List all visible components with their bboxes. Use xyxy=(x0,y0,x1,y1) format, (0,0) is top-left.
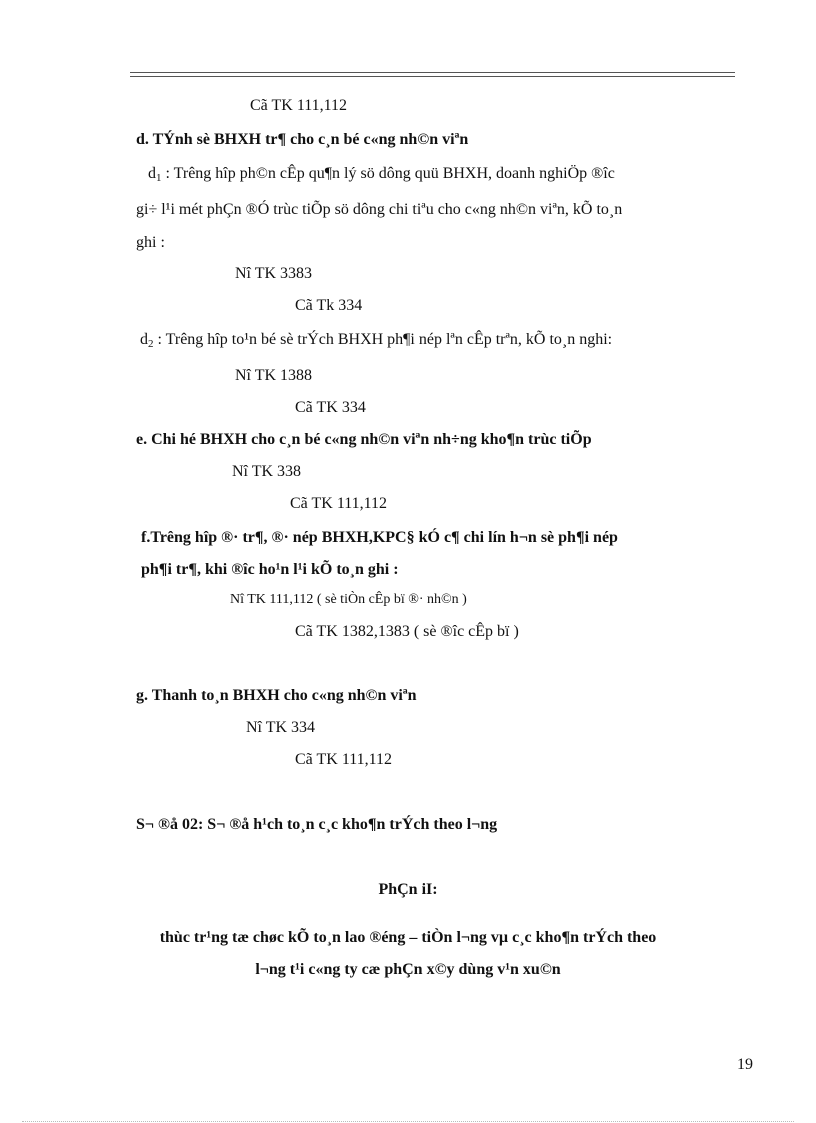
part-subtitle-line1: thùc tr¹ng tæ chøc kÕ to¸n lao ®éng – tiÒn l¬ng vµ c¸c kho¶n trÝch theo xyxy=(159,929,657,946)
page-number: 19 xyxy=(737,1056,753,1073)
d2-label: d xyxy=(140,331,148,348)
heading-e: e. Chi hé BHXH cho c¸n bé c«ng nh©n viªn nh÷ng kho¶n trùc tiÕp xyxy=(136,431,592,448)
paragraph-d1-line1 xyxy=(148,164,615,188)
heading-g: g. Thanh to¸n BHXH cho c«ng nh©n viªn xyxy=(136,687,417,704)
entry-debit-334: Nî TK 334 xyxy=(246,719,316,736)
entry-credit-1382-1383: Cã TK 1382,1383 ( sè ®îc cÊp bï ) xyxy=(295,623,519,640)
entry-debit-111-112: Nî TK 111,112 ( sè tiÒn cÊp bï ®· nh©n ) xyxy=(230,592,467,607)
heading-f-line2: ph¶i tr¶, khi ®îc ho¹n l¹i kÕ to¸n ghi : xyxy=(141,561,399,578)
entry-credit-1: Cã TK 111,112 xyxy=(250,97,348,114)
d1-subscript: 1 xyxy=(156,172,162,184)
entry-credit-111-112-b: Cã TK 111,112 xyxy=(295,751,393,768)
d2-text: : Trêng hîp to¹n bé sè trÝch BHXH ph¶i nép lªn cÊp trªn, kÕ to¸n nghi: xyxy=(153,331,613,348)
part-subtitle-line2: l¬ng t¹i c«ng ty cæ phÇn x©y dùng v¹n xu©n xyxy=(255,961,561,978)
entry-debit-3383: Nî TK 3383 xyxy=(235,265,313,282)
heading-d: d. TÝnh sè BHXH tr¶ cho c¸n bé c«ng nh©n viªn xyxy=(136,131,469,148)
d1-text: : Trêng hîp ph©n cÊp qu¶n lý sö dông quü BHXH, doanh nghiÖp ®îc xyxy=(161,165,615,182)
header-rule-top xyxy=(130,72,735,73)
paragraph-d1-line2: gi÷ l¹i mét phÇn ®Ó trùc tiÕp sö dông chi tiªu cho c«ng nh©n viªn, kÕ to¸n xyxy=(136,201,623,218)
d2-subscript: 2 xyxy=(148,338,154,350)
part-title: PhÇn iI: xyxy=(378,881,438,898)
d1-label: d xyxy=(148,165,156,182)
header-rule-bottom xyxy=(130,76,735,77)
paragraph-d1-line3: ghi : xyxy=(136,234,165,251)
paragraph-d2 xyxy=(140,330,612,354)
entry-debit-1388: Nî TK 1388 xyxy=(235,367,313,384)
heading-f-line1: f.Trêng hîp ®· tr¶, ®· nép BHXH,KPC§ kÓ c¶ chi lín h¬n sè ph¶i nép xyxy=(141,529,618,546)
entry-credit-111-112-a: Cã TK 111,112 xyxy=(290,495,388,512)
footer-dotted-rule xyxy=(22,1121,794,1122)
diagram-caption: S¬ ®å 02: S¬ ®å h¹ch to¸n c¸c kho¶n trÝch theo l¬ng xyxy=(136,816,498,833)
entry-debit-338: Nî TK 338 xyxy=(232,463,302,480)
entry-credit-334-b: Cã TK 334 xyxy=(295,399,366,416)
entry-credit-334-a: Cã Tk 334 xyxy=(295,297,363,314)
